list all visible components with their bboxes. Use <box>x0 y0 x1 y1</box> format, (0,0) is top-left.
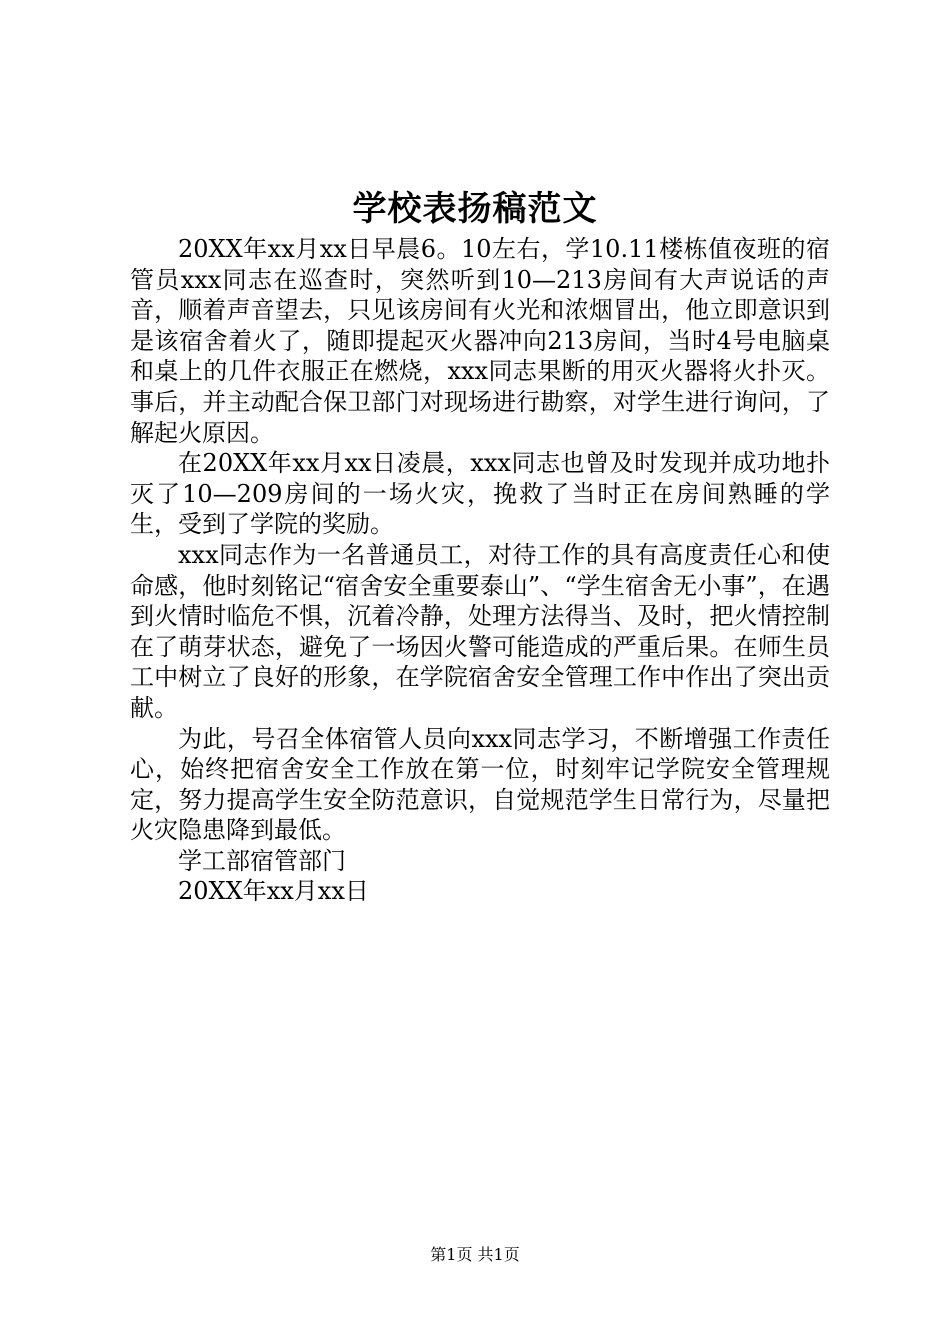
paragraph-4: 为此，号召全体宿管人员向xxx同志学习，不断增强工作责任心，始终把宿舍安全工作放在第一位，时刻牢记学院安全管理规定，努力提高学生安全防范意识，自觉规范学生日常行为，尽量把火灾隐患降到最低。 <box>130 724 830 845</box>
page-footer: 第1页 共1页 <box>430 1245 520 1264</box>
document-title: 学校表扬稿范文 <box>352 189 598 229</box>
document-date: 20XX年xx月xx日 <box>178 877 369 906</box>
signature: 学工部宿管部门 <box>178 846 346 875</box>
paragraph-3: xxx同志作为一名普通员工，对待工作的具有高度责任心和使命感，他时刻铭记“宿舍安全重要泰山”、“学生宿舍无小事”，在遇到火情时临危不惧，沉着冷静，处理方法得当、及时，把火情控制在了萌芽状态，避免了一场因火警可能造成的严重后果。在师生员工中树立了良好的形象，在学院宿舍安全管理工作中作出了突出贡献。 <box>130 540 830 722</box>
document-body <box>130 234 830 907</box>
paragraph-2: 在20XX年xx月xx日凌晨，xxx同志也曾及时发现并成功地扑灭了10—209房间的一场火灾，挽救了当时正在房间熟睡的学生，受到了学院的奖励。 <box>130 449 830 539</box>
paragraph-1: 20XX年xx月xx日早晨6。10左右，学10.11楼栋值夜班的宿管员xxx同志在巡查时，突然听到10—213房间有大声说话的声音，顺着声音望去，只见该房间有火光和浓烟冒出，他立即意识到是该宿舍着火了，随即提起灭火器冲向213房间，当时4号电脑桌和桌上的几件衣服正在燃烧，xxx同志果断的用灭火器将火扑灭。事后，并主动配合保卫部门对现场进行勘察，对学生进行询问，了解起火原因。 <box>130 235 830 447</box>
